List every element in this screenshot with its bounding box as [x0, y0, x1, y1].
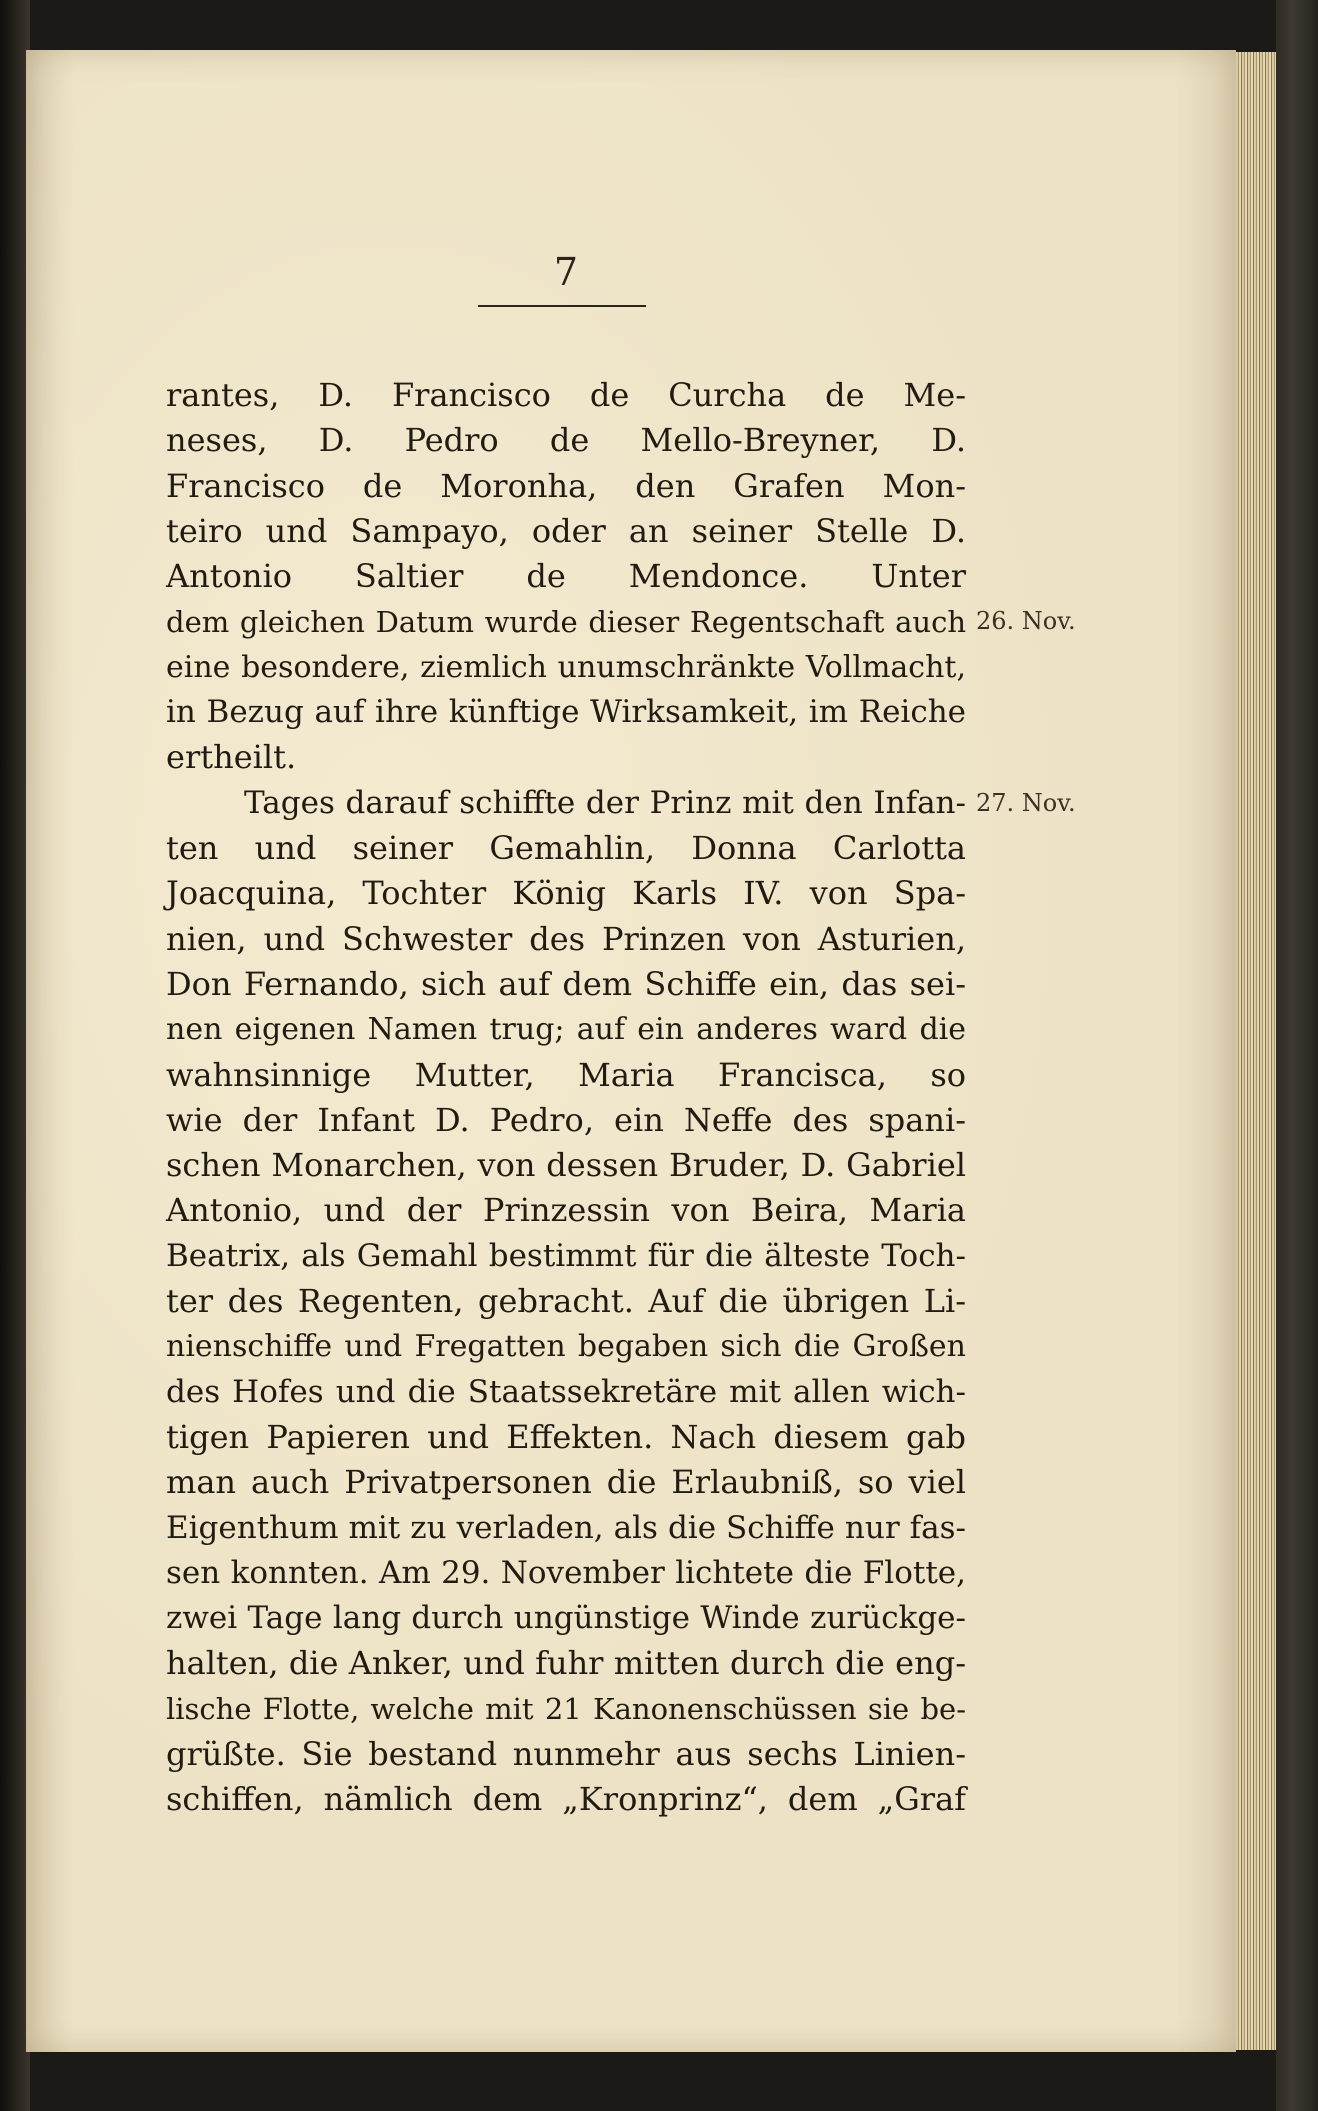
text-line: lische Flotte, welche mit 21 Kanonenschüssen sie be-: [166, 1691, 966, 1726]
text-line: neses, D. Pedro de Mello-Breyner, D.: [166, 421, 966, 460]
text-line: sen konnten. Am 29. November lichtete die Flotte,: [166, 1554, 966, 1591]
text-line: dem gleichen Datum wurde dieser Regentschaft auch: [166, 604, 966, 639]
text-line: wie der Infant D. Pedro, ein Neffe des spani-: [166, 1100, 966, 1139]
text-line: Don Fernando, sich auf dem Schiffe ein, das sei-: [166, 964, 966, 1003]
text-line: wahnsinnige Mutter, Maria Francisca, so: [166, 1055, 966, 1094]
text-line: eine besondere, ziemlich unumschränkte Vollmacht,: [166, 649, 966, 685]
text-line: Antonio, und der Prinzessin von Beira, Maria: [166, 1191, 966, 1230]
text-line: in Bezug auf ihre künftige Wirksamkeit, im Reiche: [166, 694, 966, 731]
text-line: Antonio Saltier de Mendonce. Unter: [166, 557, 966, 596]
text-line: halten, die Anker, und fuhr mitten durch die eng-: [166, 1644, 966, 1683]
margin-note-date: 26. Nov.: [976, 607, 1076, 635]
text-line: nienschiffe und Fregatten begaben sich die Großen: [166, 1329, 966, 1365]
book-cover-right: [1276, 0, 1318, 2111]
text-line: rantes, D. Francisco de Curcha de Me-: [166, 376, 966, 414]
text-line: des Hofes und die Staatssekretäre mit allen wich-: [166, 1373, 966, 1410]
page-number: 7: [553, 250, 579, 294]
text-line: Joacquina, Tochter König Karls IV. von Spa-: [166, 874, 966, 913]
text-line: ten und seiner Gemahlin, Donna Carlotta: [166, 829, 966, 867]
page-number-rule: [478, 305, 646, 307]
page-edges: [1230, 52, 1278, 2050]
text-line: Tages darauf schiffte der Prinz mit den Infan-: [244, 784, 966, 821]
text-line: Eigenthum mit zu verladen, als die Schiffe nur fas-: [166, 1509, 966, 1546]
text-line: nen eigenen Namen trug; auf ein anderes ward die: [166, 1012, 966, 1048]
text-line: ter des Regenten, gebracht. Auf die übrigen Li-: [166, 1282, 966, 1320]
text-line: zwei Tage lang durch ungünstige Winde zurückge-: [166, 1600, 966, 1637]
text-line: grüßte. Sie bestand nunmehr aus sechs Linien-: [166, 1735, 966, 1773]
margin-note-date: 27. Nov.: [976, 789, 1076, 817]
book-page: [26, 50, 1236, 2052]
text-line: schen Monarchen, von dessen Bruder, D. Gabriel: [166, 1146, 966, 1185]
text-line: man auch Privatpersonen die Erlaubniß, so viel: [166, 1463, 966, 1502]
text-line: tigen Papieren und Effekten. Nach diesem gab: [166, 1417, 966, 1456]
text-line: teiro und Sampayo, oder an seiner Stelle D.: [166, 511, 966, 550]
text-line: schiffen, nämlich dem „Kronprinz“, dem „Graf: [166, 1780, 966, 1819]
text-line: Francisco de Moronha, den Grafen Mon-: [166, 466, 966, 505]
text-line: ertheilt.: [166, 738, 297, 777]
text-line: nien, und Schwester des Prinzen von Asturien,: [166, 919, 966, 958]
text-line: Beatrix, als Gemahl bestimmt für die älteste Toch-: [166, 1237, 966, 1274]
